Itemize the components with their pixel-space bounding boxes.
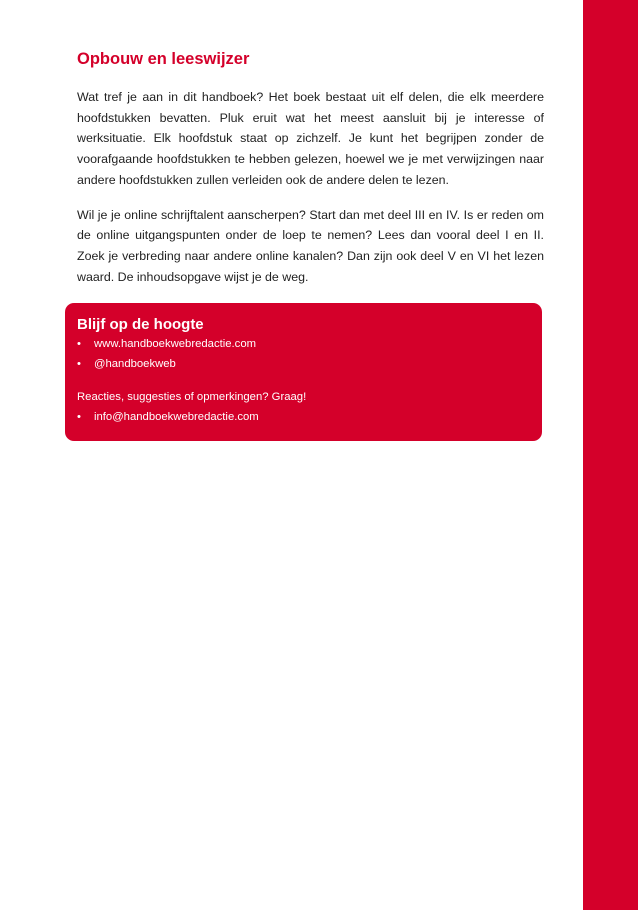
social-handle-link[interactable]: @handboekweb [94, 357, 176, 370]
box-list-item [77, 335, 530, 355]
section-heading: Opbouw en leeswijzer [77, 50, 250, 68]
paragraph-reading-guide: Wil je je online schrijftalent aanscherpen? Start dan met deel III en IV. Is er reden om de online uitgangspunten onder de loep te nemen? Lees dan vooral deel I en II. Zoek je verbreding naar andere online kanalen? Dan zijn ook deel V en VI het lezen waard. De inhoudsopgave wijst je de weg. [77, 207, 544, 284]
box-list-item [77, 408, 530, 428]
main-content [77, 50, 544, 301]
sidebar-label [546, 774, 555, 894]
box-link-list [77, 335, 530, 374]
bullet-icon: • [77, 338, 81, 350]
website-link[interactable]: www.handboekwebredactie.com [94, 338, 257, 350]
bullet-icon: • [77, 410, 81, 423]
stay-updated-box [65, 303, 542, 441]
bullet-icon: • [77, 357, 81, 370]
paragraph-intro: Wat tref je aan in dit handboek? Het boek bestaat uit elf delen, die elk meerdere hoofdstukken bevatten. Pluk eruit wat het meest aansluit bij je interesse of werksituatie. Elk hoofdstuk staat op zichzelf. Je kunt het begrijpen zonder de voorafgaande hoofdstukken te hebben gelezen, hoewel we je met verwijzingen naar andere hoofdstukken zullen verleiden ook de andere delen te lezen. [77, 90, 544, 187]
box-list-item [77, 355, 530, 375]
section-name: INLEIDING [546, 814, 555, 873]
email-link[interactable]: info@handboekwebredactie.com [94, 410, 259, 423]
box-title: Blijf op de hoogte [77, 316, 204, 333]
box-note: Reacties, suggesties of opmerkingen? Graag! [77, 391, 307, 403]
page-number: 13 [546, 882, 555, 894]
chapter-sidebar [546, 0, 638, 910]
box-contact-list [77, 408, 530, 428]
